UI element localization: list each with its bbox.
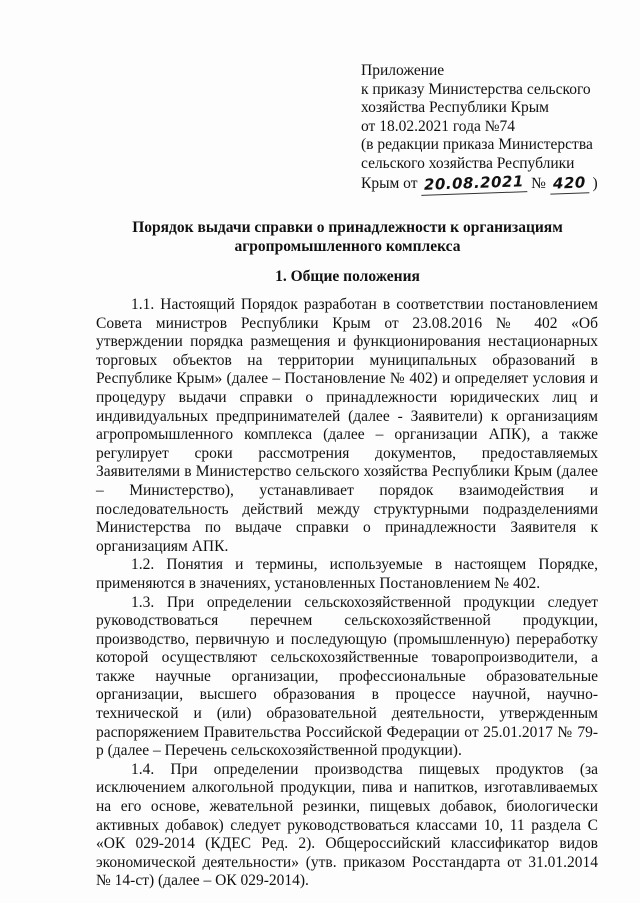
- appendix-line: (в редакции приказа Министерства: [361, 136, 593, 154]
- paragraph-1-4: 1.4. При определении производства пищевых продуктов (за исключением алкогольной продукции, пива и напитков, изготавливаемых на его основе, жевательной резинки, пищевых добавок, биологически активных добавок) следует руководствоваться классами 10, 11 раздела С «ОК 029-2014 (КДЕС Ред. 2). Общероссийский классификатор видов экономической деятельности» (утв. приказом Росстандарта от 31.01.2014 № 14-ст) (далее – ОК 029-2014).: [96, 760, 598, 890]
- paragraph-1-3: 1.3. При определении сельскохозяйственной продукции следует руководствоваться перечнем сельскохозяйственной продукции, производство, первичную и последующую (промышленную) переработку которой осуществляют сельскохозяйственные товаропроизводители, а также научные организации, профессиональные образовательные организации, высшего образования в процессе научной, научно-технической и (или) образовательной деятельности, утвержденным распоряжением Правительства Российской Федерации от 25.01.2017 № 79-р (далее – Перечень сельскохозяйственной продукции).: [96, 593, 598, 760]
- appendix-line: сельского хозяйства Республики: [361, 154, 575, 172]
- appendix-line: Приложение: [361, 62, 445, 79]
- paragraph-1-1: 1.1. Настоящий Порядок разработан в соответствии постановлением Совета министров Республики Крым от 23.08.2016 № 402 «Об утверждении порядка размещения и функционирования нестационарных торговых объектов на территории муниципальных образований в Республике Крым» (далее – Постановление № 402) и определяет условия и процедуру выдачи справки о принадлежности юридических лиц и индивидуальных предпринимателей (далее - Заявители) к организациям агропромышленного комплекса (далее – организации АПК), а также регулирует сроки рассмотрения документов, предоставляемых Заявителями в Министерство сельского хозяйства Республики Крым (далее – Министерство), устанавливает порядок взаимодействия и последовательность действий между структурными подразделениями Министерства по выдаче справки о принадлежности Заявителя к организациям АПК.: [96, 296, 598, 555]
- closing-parenthesis: ): [592, 174, 598, 192]
- paragraph-1-2: 1.2. Понятия и термины, используемые в настоящем Порядке, применяются в значениях, установленных Постановлением № 402.: [96, 556, 598, 592]
- appendix-line: к приказу Министерства сельского: [361, 80, 591, 98]
- number-sign: №: [531, 174, 546, 192]
- appendix-header: [361, 62, 611, 193]
- appendix-line: от 18.02.2021 года №74: [361, 117, 516, 135]
- document-title: Порядок выдачи справки о принадлежности к организациям агропромышленного комплекса: [132, 219, 563, 255]
- document-body: [96, 296, 598, 891]
- handwritten-date: 20.08.2021: [421, 172, 528, 195]
- appendix-line: хозяйства Республики Крым: [361, 99, 549, 117]
- appendix-line-prefix: Крым от: [361, 174, 418, 192]
- section-heading: 1. Общие положения: [275, 268, 420, 285]
- handwritten-number: 420: [550, 173, 589, 194]
- appendix-amendment-line: [361, 171, 611, 194]
